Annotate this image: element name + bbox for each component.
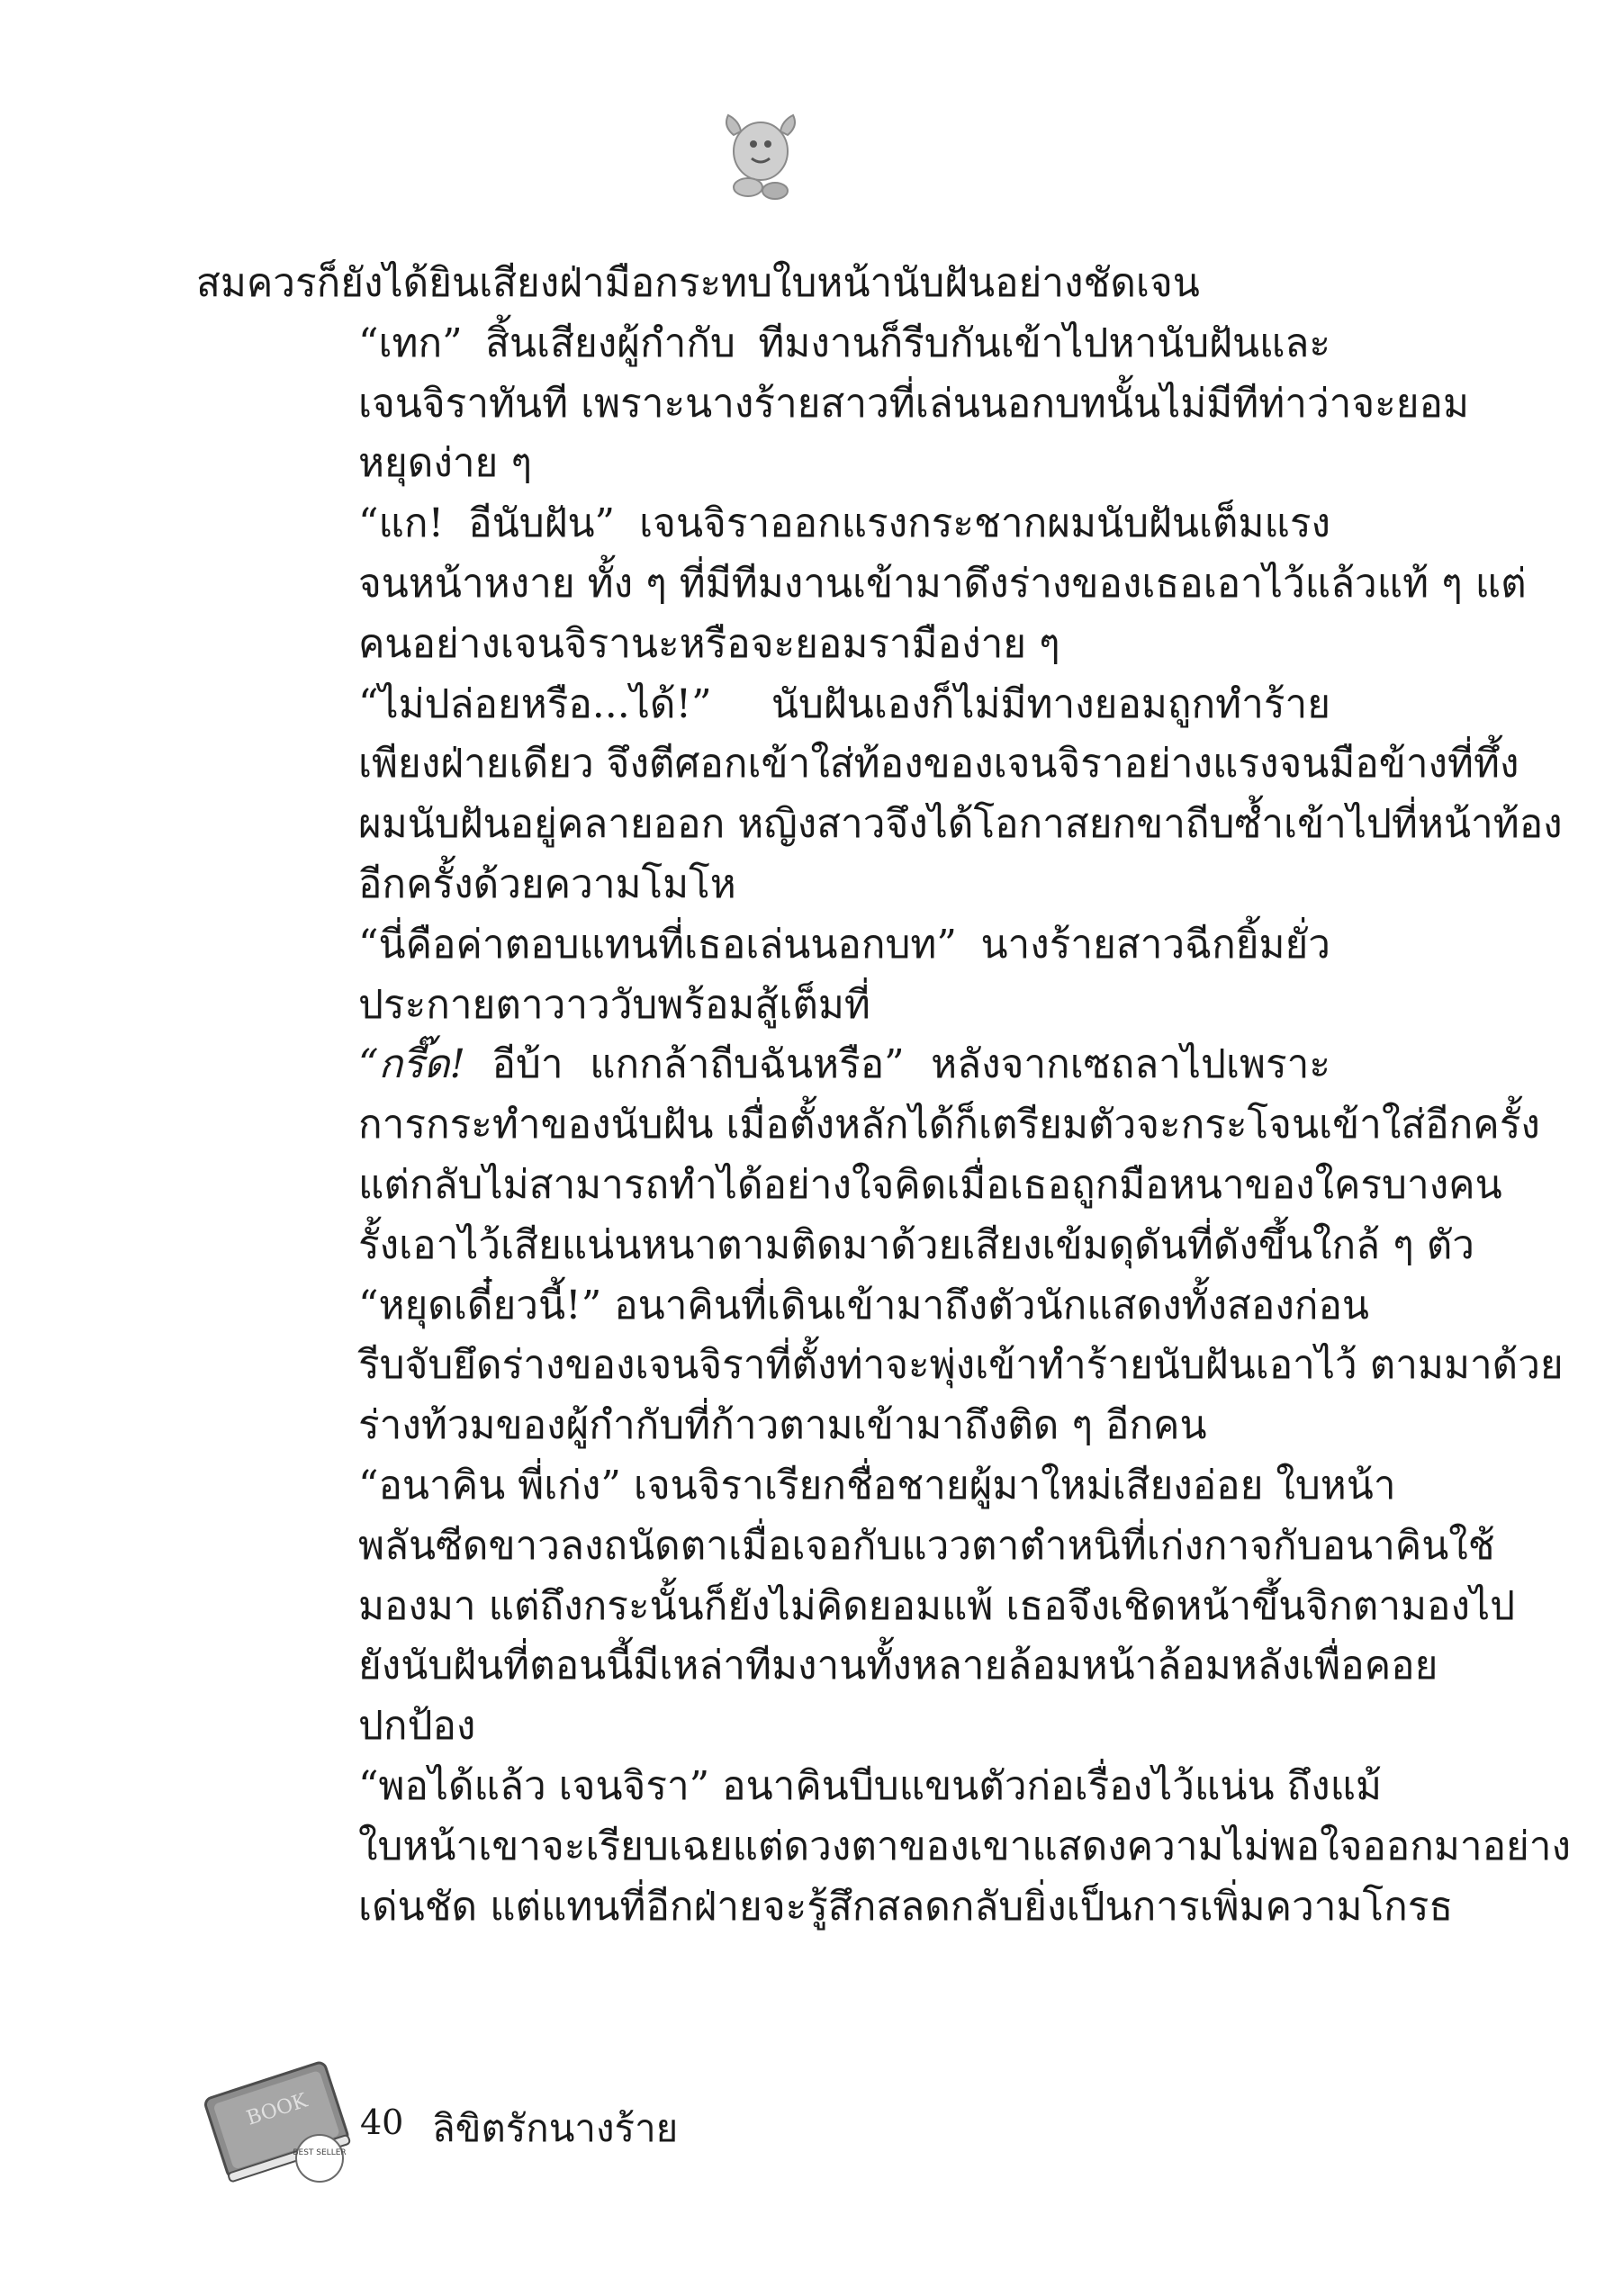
text-line: การกระทำของนับฝัน เมื่อตั้งหลักได้ก็เตรียมตัวจะกระโจนเข้าใส่อีกครั้ง [358,1102,1540,1148]
page-footer [194,2052,824,2196]
text-line: รั้งเอาไว้เสียแน่นหนาตามติดมาด้วยเสียงเข้มดุดันที่ดังขึ้นใกล้ ๆ ตัว [358,1221,1475,1268]
text-line: “เทก” สิ้นเสียงผู้กำกับ ทีมงานก็รีบกันเข้าไปหานับฝันและ [358,320,1330,366]
paragraph [196,1035,1540,1275]
text-line: เพียงฝ่ายเดียว จึงตีศอกเข้าใส่ท้องของเจนจิราอย่างแรงจนมือข้างที่ทึ้ง [358,741,1519,788]
paragraph [196,1456,1516,1757]
paragraph [196,675,1563,915]
text-line: เจนจิราทันที เพราะนางร้ายสาวที่เล่นนอกบทนั้นไม่มีทีท่าว่าจะยอม [358,380,1469,427]
text-line: แต่กลับไม่สามารถทำได้อย่างใจคิดเมื่อเธอถูกมือหนาของใครบางคน [358,1161,1502,1208]
cherub-ornament-icon [716,108,806,207]
text-line: พลันซีดขาวลงถนัดตาเมื่อเจอกับแววตาตำหนิที่เก่งกาจกับอนาคินใช้ [358,1522,1495,1569]
text-line: สมควรก็ยังได้ยินเสียงฝ่ามือกระทบใบหน้านับฝันอย่างชัดเจน [196,260,1200,306]
text-line: ยังนับฝันที่ตอนนี้มีเหล่าทีมงานทั้งหลายล้อมหน้าล้อมหลังเพื่อคอย [358,1643,1438,1689]
text-line: เด่นชัด แต่แทนที่อีกฝ่ายจะรู้สึกสลดกลับยิ่งเป็นการเพิ่มความโกรธ [358,1883,1454,1930]
text-line: คนอย่างเจนจิรานะหรือจะยอมรามือง่าย ๆ [358,620,1060,667]
text-line: มองมา แต่ถึงกระนั้นก็ยังไม่คิดยอมแพ้ เธอจึงเชิดหน้าขึ้นจิกตามองไป [358,1582,1516,1629]
text-line: “ไม่ปล่อยหรือ...ได้!” นับฝันเองก็ไม่มีทางยอมถูกทำร้าย [358,680,1330,727]
page-body [196,254,1571,1937]
text-line: “แก! อีนับฝัน” เจนจิราออกแรงกระชากผมนับฝันเต็มแรง [358,500,1330,547]
paragraph [196,1757,1571,1937]
text-line: ประกายตาวาววับพร้อมสู้เต็มที่ [358,981,870,1028]
text-line: ผมนับฝันอยู่คลายออก หญิงสาวจึงได้โอกาสยกขาถีบซ้ำเข้าไปที่หน้าท้อง [358,801,1563,848]
paragraph [196,494,1527,674]
text-line: “อนาคิน พี่เก่ง” เจนจิราเรียกชื่อชายผู้มาใหม่เสียงอ่อย ใบหน้า [358,1462,1396,1508]
text-line: ปกป้อง [358,1703,476,1750]
text-line: หยุดง่าย ๆ [358,440,532,487]
text-line: ร่างท้วมของผู้กำกับที่ก้าวตามเข้ามาถึงติด ๆ อีกคน [358,1402,1207,1449]
text-line [196,1035,1330,1095]
book-cover-text: BOOK [244,2089,311,2130]
book-title: ลิขิตรักนางร้าย [432,2106,679,2150]
text-line: ใบหน้าเขาจะเรียบเฉยแต่ดวงตาของเขาแสดงความไม่พอใจออกมาอย่าง [358,1823,1571,1869]
text-line: จนหน้าหงาย ทั้ง ๆ ที่มีทีมงานเข้ามาดึงร่างของเธอเอาไว้แล้วแท้ ๆ แต่ [358,560,1527,607]
text-line-rest: อีบ้า แกกล้าถีบฉันหรือ” หลังจากเซถลาไปเพราะ [465,1041,1330,1088]
paragraph [196,1276,1564,1456]
paragraph [196,254,1330,314]
paragraph [196,915,1330,1036]
badge-text: BEST SELLER [293,2148,347,2157]
text-line: “นี่คือค่าตอบแทนที่เธอเล่นนอกบท” นางร้ายสาวฉีกยิ้มยั่ว [358,921,1330,968]
text-line: “หยุดเดี๋ยวนี้!” อนาคินที่เดินเข้ามาถึงตัวนักแสดงทั้งสองก่อน [358,1282,1369,1328]
italic-exclamation: “กรี๊ด! [358,1041,466,1088]
text-line: รีบจับยึดร่างของเจนจิราที่ตั้งท่าจะพุ่งเข้าทำร้ายนับฝันเอาไว้ ตามมาด้วย [358,1342,1564,1389]
text-line: อีกครั้งด้วยความโมโห [358,860,736,907]
svg-text:BEST SELLER [293,2148,346,2157]
page-number: 40 [360,2102,404,2142]
book-icon [194,2052,360,2187]
paragraph [196,314,1469,494]
text-line: “พอได้แล้ว เจนจิรา” อนาคินบีบแขนตัวก่อเรื่องไว้แน่น ถึงแม้ [358,1762,1382,1809]
